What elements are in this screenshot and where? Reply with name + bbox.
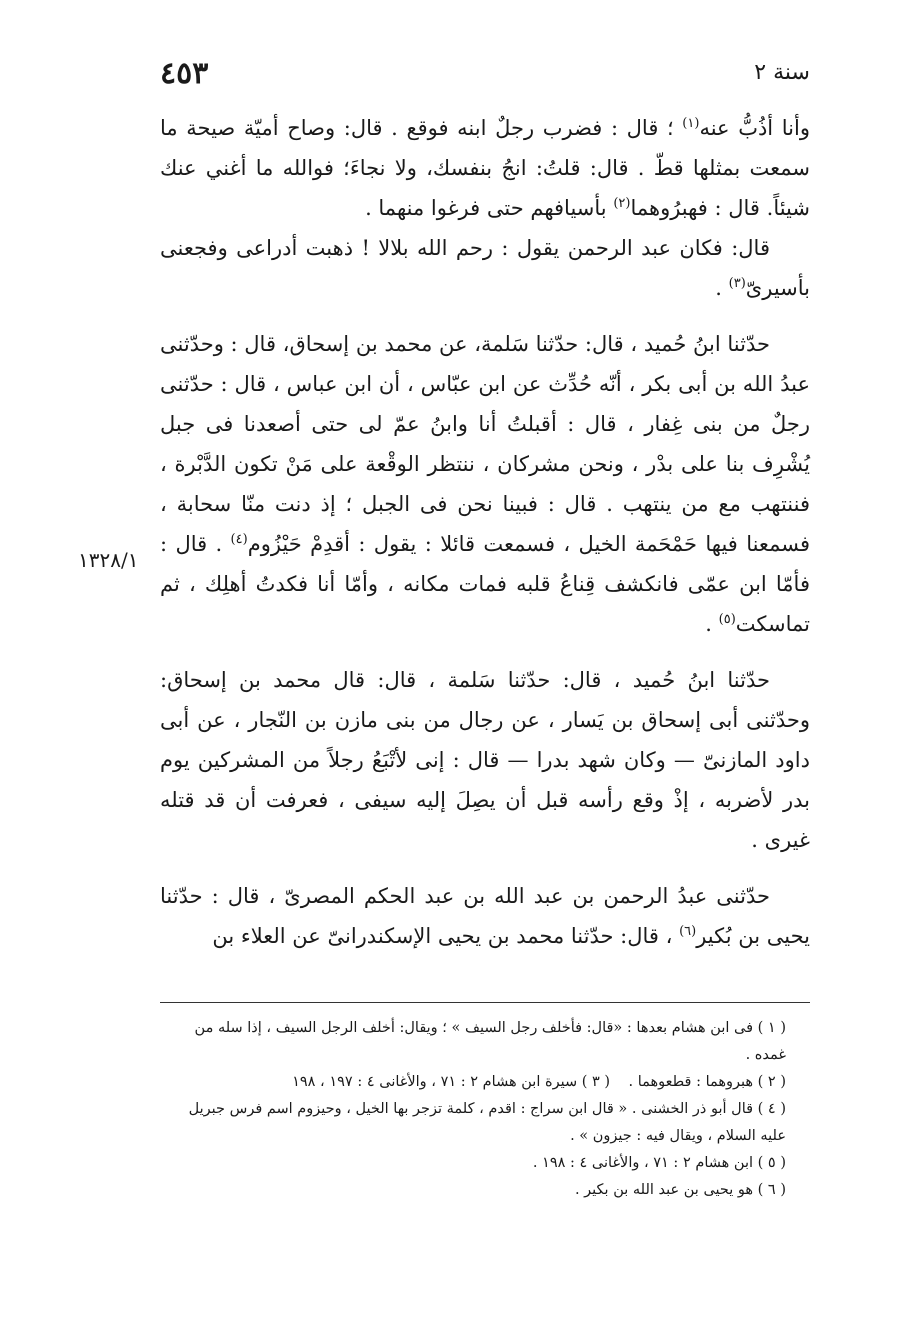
footnote-4: ( ٤ ) قال أبو ذر الخشنى . « قال ابن سراج : اقدم ، كلمة تزجر بها الخيل ، وحيزوم اسم فرس جبريل عليه السلام ، ويقال فيه : جيزون » . — [188, 1101, 786, 1144]
footnote-6: ( ٦ ) هو يحيى بن عبد الله بن بكير . — [574, 1182, 786, 1198]
page-header — [160, 58, 810, 98]
footnote-2-3: ( ٢ ) هبروهما : قطعوهما . ( ٣ ) سيرة ابن هشام ٢ : ٧١ ، والأغانى ٤ : ١٩٧ ، ١٩٨ — [292, 1074, 786, 1090]
paragraph-2: قال: فكان عبد الرحمن يقول : رحم الله بلالا ! ذهبت أدراعى وفجعنى بأسيرىّ$^{(٣)}$ . — [160, 236, 810, 300]
margin-reference: ١٣٢٨/١ — [78, 548, 139, 572]
paragraph-5: حدّثنى عبدُ الرحمن بن عبد الله بن عبد الحكم المصرىّ ، قال : حدّثنا يحيى بن بُكير$^{(٦)}$ ، قال: حدّثنا محمد بن يحيى الإسكندرانىّ عن العلاء بن — [160, 884, 810, 948]
running-head-year: سنة ٢ — [754, 60, 810, 85]
footnote-ref-2[interactable]: (٢) — [613, 196, 631, 211]
footnotes — [160, 1015, 810, 1204]
paragraph-4: حدّثنا ابنُ حُميد ، قال: حدّثنا سَلمة ، قال: قال محمد بن إسحاق: وحدّثنى أبى إسحاق بن يَسار ، عن رجال من بنى مازن بن النّجار ، عن أبى داود المازنىّ — وكان شهد بدرا — قال : إنى لأتْبَعُ رجلاً من المشركين يوم بدر لأضربه ، إذْ وقع رأسه قبل أن يصِلَ إليه سيفى ، فعرفت أن قد قتله غيرى . — [160, 668, 810, 852]
page-number: ٤٥٣ — [160, 56, 209, 91]
footnote-1: ( ١ ) فى ابن هشام بعدها : «قال: فأخلف رجل السيف » ؛ ويقال: أخلف الرجل السيف ، إذا سله من غمده . — [194, 1020, 786, 1063]
footnote-ref-5[interactable]: (٥) — [718, 612, 736, 627]
paragraph-3: حدّثنا ابنُ حُميد ، قال: حدّثنا سَلمة، عن محمد بن إسحاق، قال : وحدّثنى عبدُ الله بن أبى بكر ، أنّه حُدِّث عن ابن عبّاس ، أن ابن عباس ، قال : حدّثنى رجلٌ من بنى غِفار ، قال : أقبلتُ أنا وابنُ عمّ لى حتى أصعدنا فى جبل يُشْرِف بنا على بدْر ، ونحن مشركان ، ننتظر الوقْعة على مَنْ تكون الدَّبْرة ، فننتهب مع من ينتهب . قال : فبينا نحن فى الجبل ؛ إذ دنت منّا سحابة ، فسمعنا فيها حَمْحَمة الخيل ، فسمعت قائلا : يقول : أقدِمْ حَيْزُوم$^{(٤)}$ . قال : فأمّا ابن عمّى فانكشف قِناعُ قلبه فمات مكانه ، وأمّا أنا فكدتُ أهلِك ، ثم تماسكت$^{(٥)}$ . — [160, 332, 810, 636]
footnote-5: ( ٥ ) ابن هشام ٢ : ٧١ ، والأغانى ٤ : ١٩٨ . — [532, 1155, 786, 1171]
footnote-ref-3[interactable]: (٣) — [728, 276, 746, 291]
footnote-ref-4[interactable]: (٤) — [230, 532, 248, 547]
main-text — [160, 108, 810, 956]
paragraph-1: وأنا أذُبُّ عنه$^{(١)}$ ؛ قال : فضرب رجلٌ ابنه فوقع . قال: وصاح أميّة صيحة ما سمعت بمثلها قطّ . قال: قلتُ: انجُ بنفسك، ولا نجاءَ؛ فوالله ما أغني عنك شيئاً. قال : فهبرُوهما$^{(٢)}$ بأسيافهم حتى فرغوا منهما . — [160, 116, 810, 220]
footnote-ref-6[interactable]: (٦) — [679, 924, 697, 939]
footnote-divider — [160, 1002, 810, 1003]
footnote-ref-1[interactable]: (١) — [682, 116, 700, 131]
